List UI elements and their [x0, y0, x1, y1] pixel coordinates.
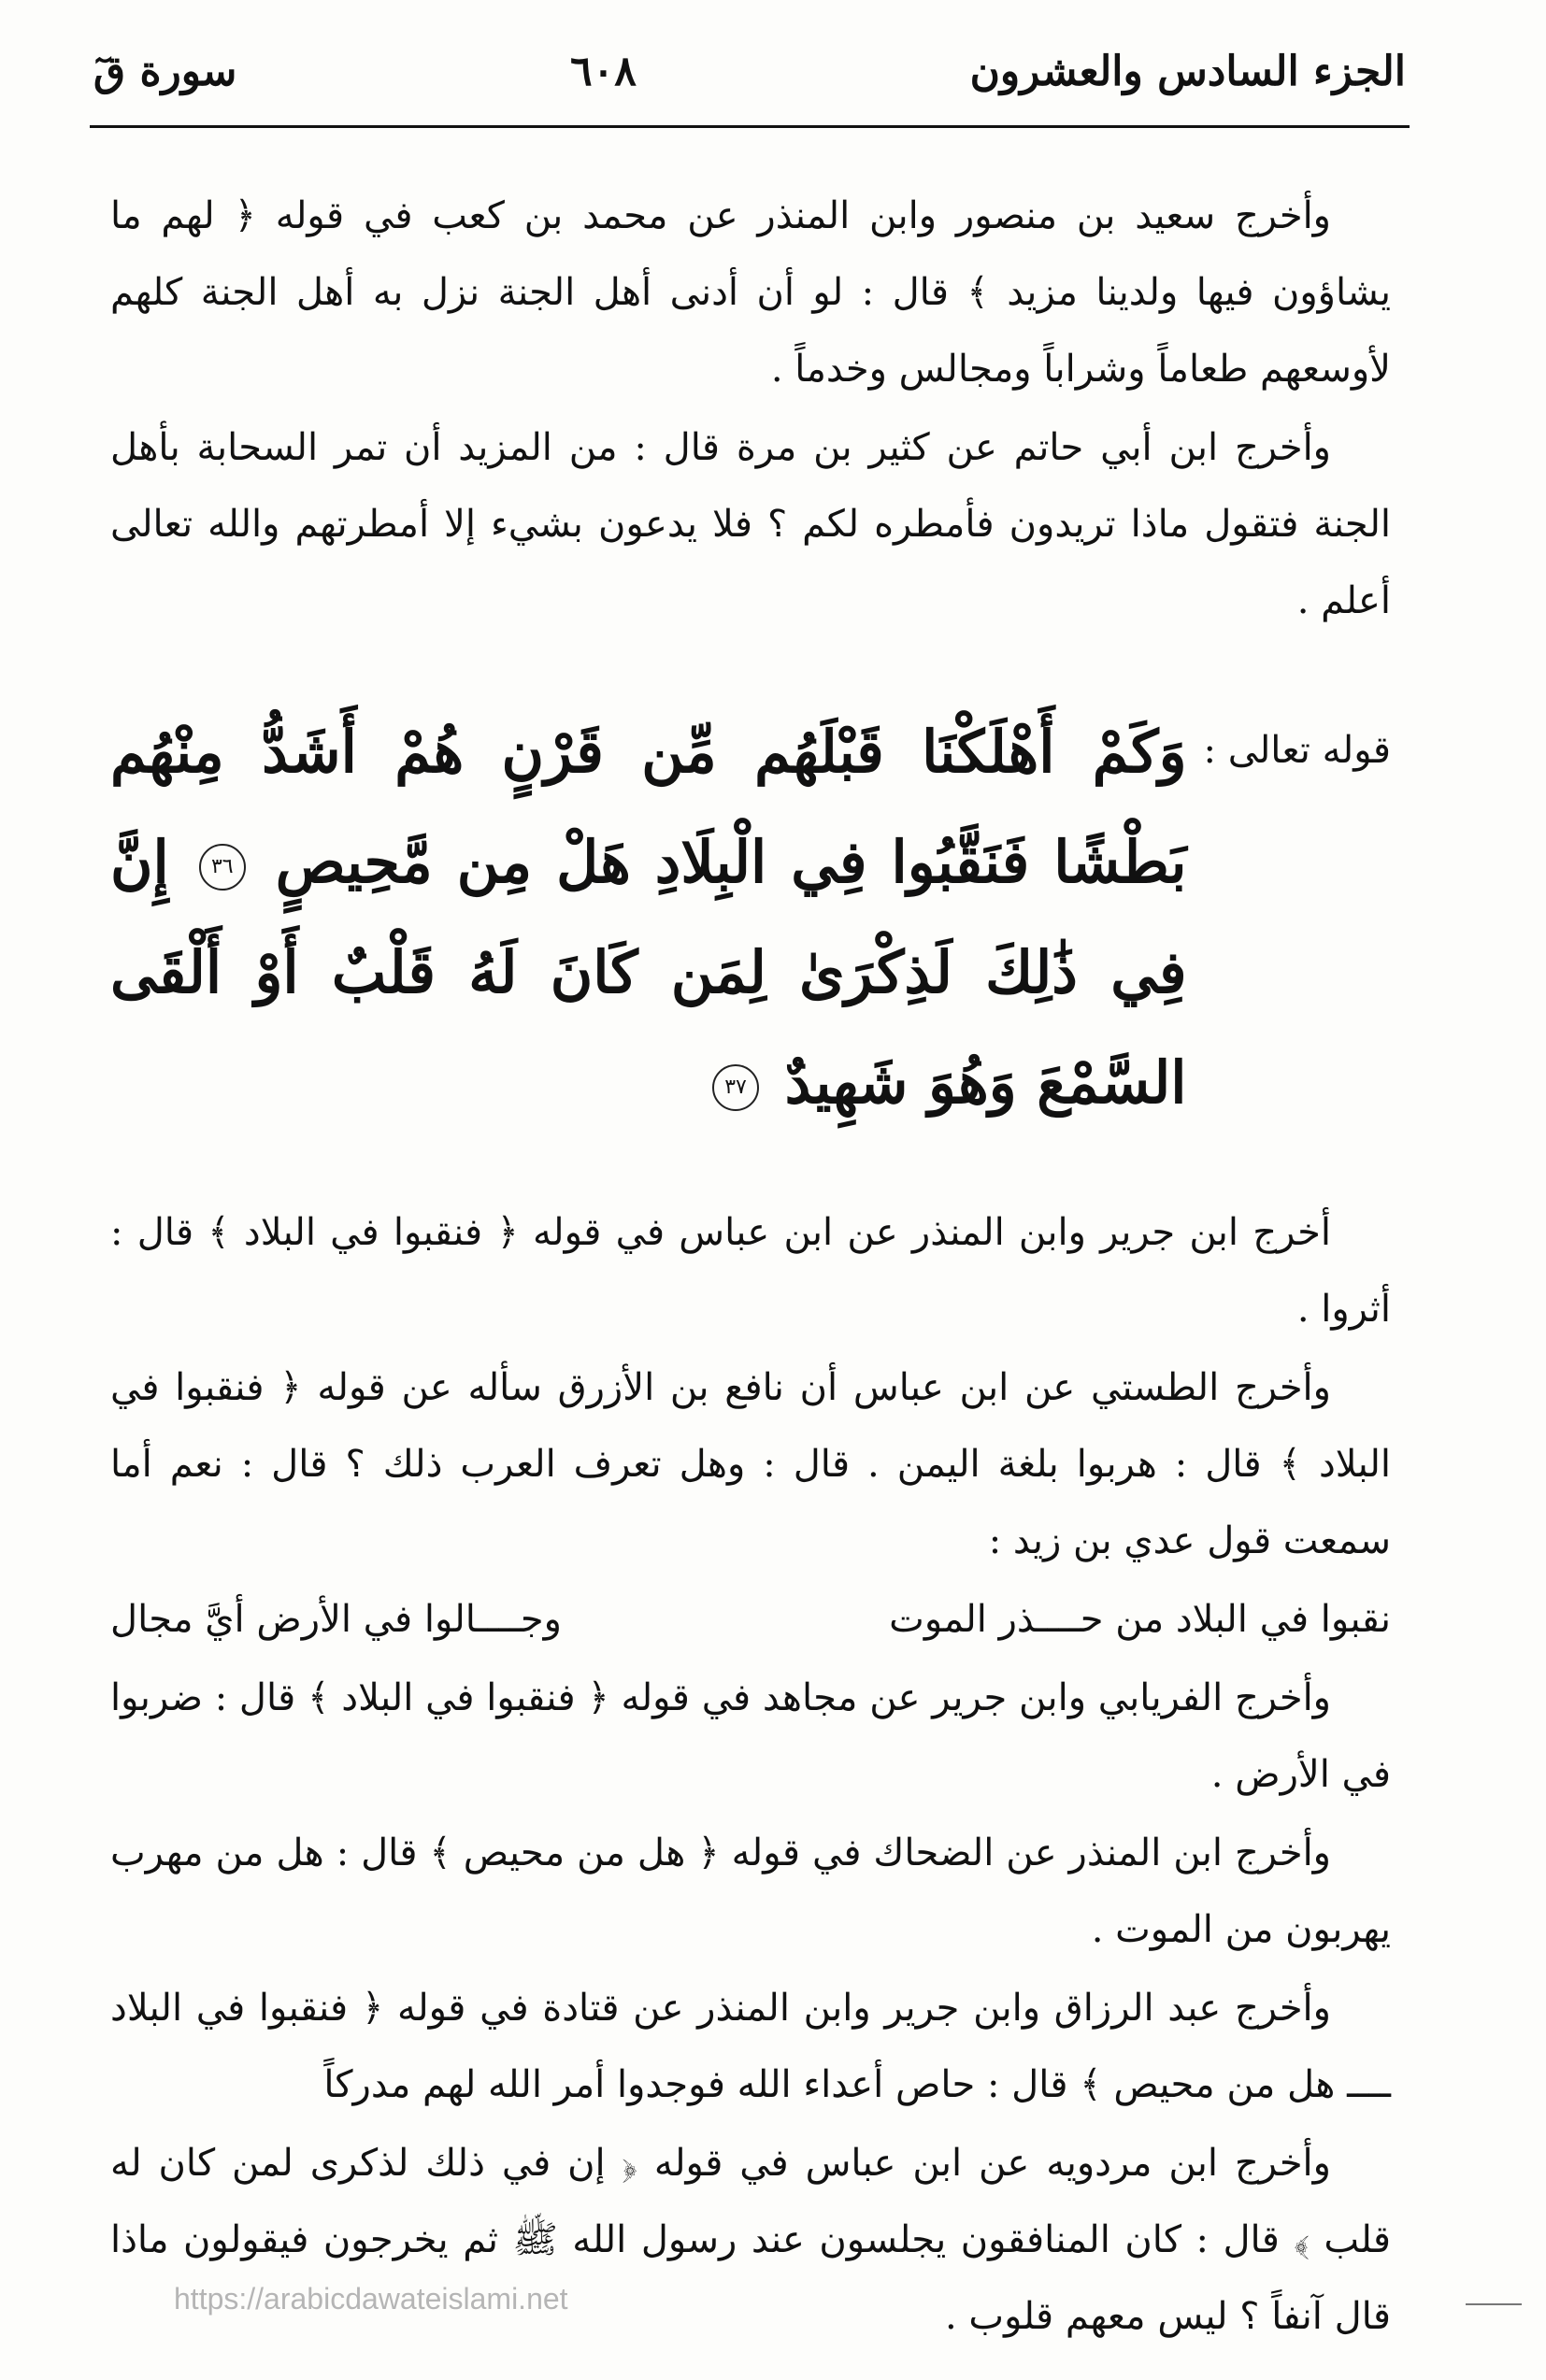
paragraph: وأخرج الفريابي وابن جرير عن مجاهد في قوله ﴿ فنقبوا في البلاد ﴾ قال : ضربوا في الأرض .: [110, 1676, 1391, 1796]
paragraph: وأخرج الطستي عن ابن عباس أن نافع بن الأزرق سأله عن قوله ﴿ فنقبوا في البلاد ﴾ قال : هربوا بلغة اليمن . قال : وهل تعرف العرب ذلك ؟ قال : نعم أما سمعت قول عدي بن زيد :: [110, 1366, 1391, 1562]
surah-title: سورة قٓ: [93, 47, 237, 95]
paragraph: وأخرج عبد الرزاق وابن جرير وابن المنذر عن قتادة في قوله ﴿ فنقبوا في البلاد ــــ هل من محيص ﴾ قال : حاص أعداء الله فوجدوا أمر الله لهم مدركاً: [110, 1987, 1391, 2106]
poem-hemistich-first: نقبوا في البلاد من حــــذر الموت: [889, 1598, 1391, 1641]
paragraph: وأخرج سعيد بن منصور وابن المنذر عن محمد بن كعب في قوله ﴿ لهم ما يشاؤون فيها ولدينا مزيد ﴾ قال : لو أن أدنى أهل الجنة نزل به أهل الجنة كلهم لأوسعهم طعاماً وشراباً ومجالس وخدماً .: [110, 194, 1391, 391]
paragraph: وأخرج ابن مردويه عن ابن عباس في قوله ﴿ إن في ذلك لذكرى لمن كان له قلب ﴾ قال : كان المنافقون يجلسون عند رسول الله ﷺ ثم يخرجون فيقولون ماذا قال آنفاً ؟ ليس معهم قلوب .: [110, 2142, 1391, 2338]
watermark-url: https://arabicdawateislami.net: [174, 2282, 568, 2316]
paragraph: أخرج ابن جرير وابن المنذر عن ابن عباس في قوله ﴿ فنقبوا في البلاد ﴾ قال : أثروا .: [110, 1211, 1391, 1331]
verse-label: قوله تعالى :: [1203, 729, 1391, 772]
paragraph: وأخرج ابن أبي حاتم عن كثير بن مرة قال : من المزيد أن تمر السحابة بأهل الجنة فتقول ماذا تريدون فأمطره لكم ؟ فلا يدعون بشيء إلا أمطرتهم والله تعالى أعلم .: [110, 426, 1391, 622]
verse-36-text: وَكَمْ أَهْلَكْنَا قَبْلَهُم مِّن قَرْنٍ هُمْ أَشَدُّ مِنْهُم بَطْشًا فَنَقَّبُوا فِي الْبِلَادِ هَلْ مِن مَّحِيصٍ: [110, 718, 1187, 896]
verse-text: [110, 697, 1187, 1138]
page-body: [110, 178, 1391, 2357]
paragraph: وأخرج ابن المنذر عن الضحاك في قوله ﴿ هل من محيص ﴾ قال : هل من مهرب يهربون من الموت .: [110, 1831, 1391, 1951]
poetry-line: [110, 1581, 1391, 1658]
part-title: الجزء السادس والعشرون: [969, 47, 1406, 95]
page-number: ٦٠٨: [570, 47, 637, 95]
verse-37-text: إِنَّ فِي ذَٰلِكَ لَذِكْرَىٰ لِمَن كَانَ لَهُ قَلْبٌ أَوْ أَلْقَى السَّمْعَ وَهُوَ شَهِيدٌ: [110, 828, 1187, 1117]
verse-number-37: ٣٧: [712, 1064, 759, 1111]
poem-hemistich-second: وجــــالوا في الأرض أيَّ مجال: [110, 1598, 562, 1641]
quran-verse-block: [110, 697, 1391, 1138]
page-header: [93, 34, 1406, 108]
verse-number-36: ٣٦: [199, 844, 246, 891]
corner-rule: [1466, 2303, 1522, 2305]
header-rule: [90, 125, 1410, 128]
